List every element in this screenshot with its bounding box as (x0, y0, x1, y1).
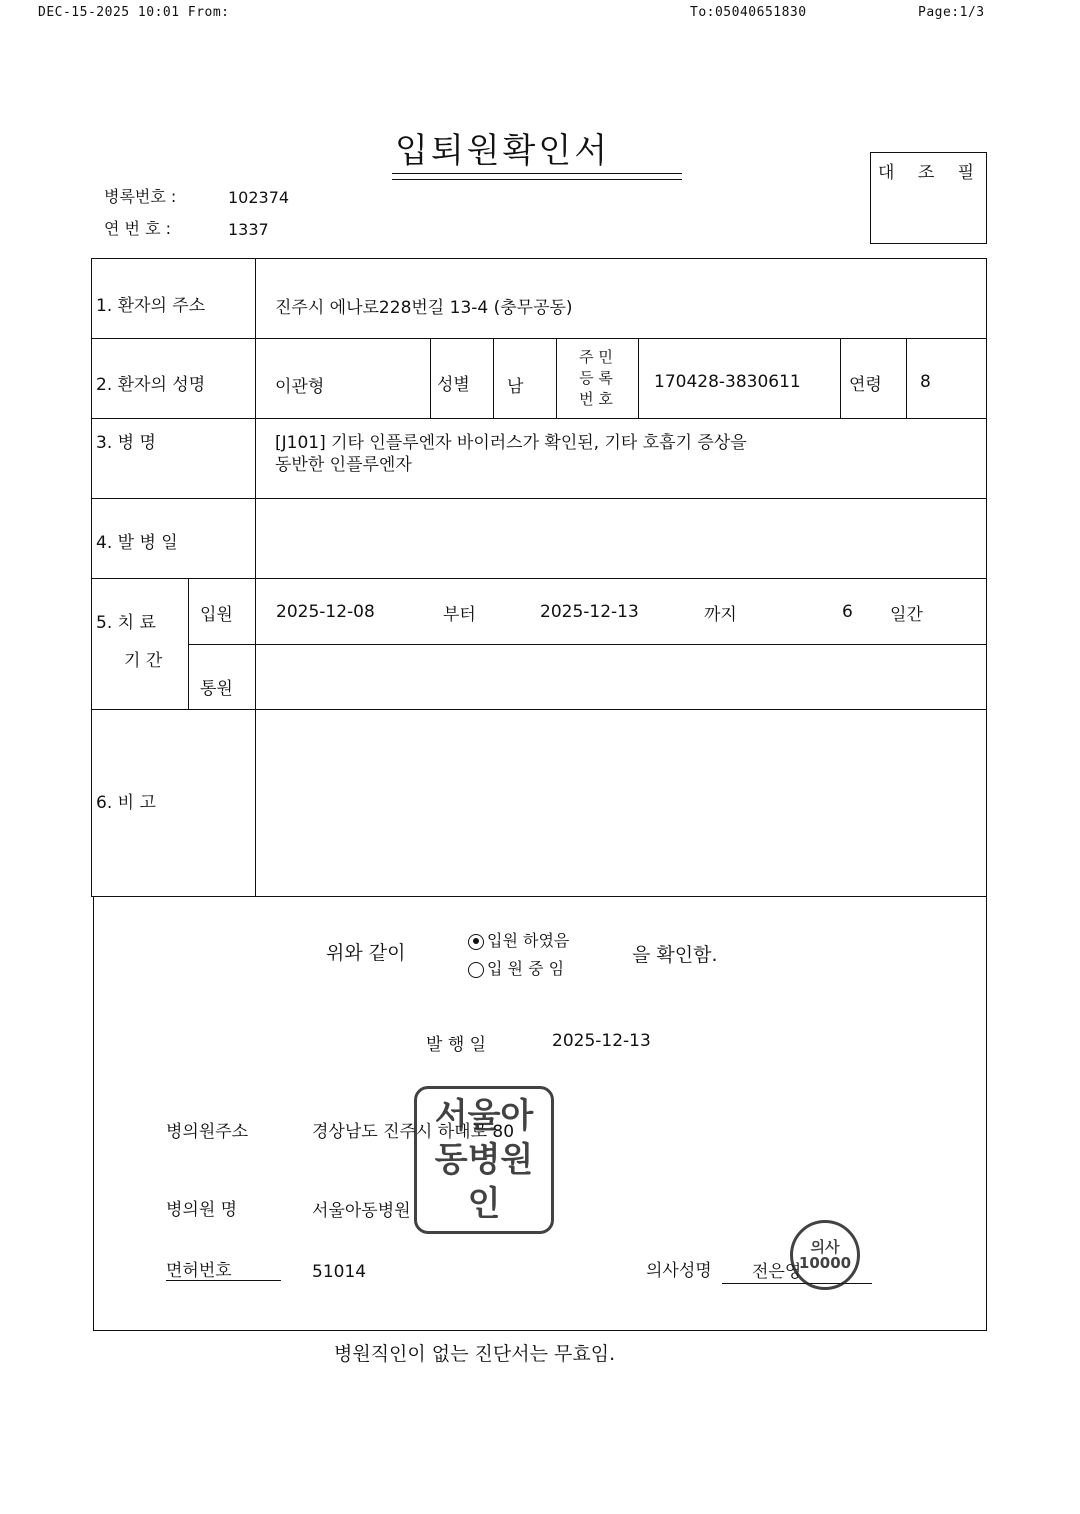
hospital-address: 경상남도 진주시 하대로 80 (312, 1122, 515, 1142)
title-underline-2 (392, 179, 682, 180)
serial-no-label: 연 번 호 : (104, 219, 172, 238)
disease-line-2: 동반한 인플루엔자 (275, 455, 412, 475)
inpatient-days: 6 (842, 602, 853, 622)
onset-label: 4. 발 병 일 (96, 533, 178, 553)
inpatient-from: 2025-12-08 (276, 602, 375, 622)
hospital-name: 서울아동병원 (312, 1201, 411, 1221)
patient-id-number: 170428-3830611 (654, 372, 801, 392)
license-label: 면허번호 (166, 1261, 232, 1281)
age-label: 연령 (849, 375, 882, 395)
doctor-seal (790, 1220, 860, 1290)
footer-note: 병원직인이 없는 진단서는 무효임. (334, 1343, 616, 1365)
hospital-address-label: 병의원주소 (166, 1122, 249, 1142)
license-number: 51014 (312, 1262, 367, 1282)
serial-no: 1337 (228, 220, 269, 239)
doctor-seal-line-2: 10000 (798, 1254, 852, 1272)
option-hospitalized-label: 입 원 중 임 (487, 959, 565, 978)
disease-line-1: [J101] 기타 인플루엔자 바이러스가 확인된, 기타 호흡기 증상을 (275, 433, 747, 453)
radio-admitted[interactable] (468, 934, 484, 950)
id-label-3: 번 호 (579, 390, 613, 408)
sex-label: 성별 (437, 375, 470, 395)
option-hospitalized[interactable] (468, 956, 564, 979)
fax-to: To:05040651830 (690, 5, 807, 20)
from-word: 부터 (443, 605, 476, 625)
radio-hospitalized[interactable] (468, 962, 484, 978)
doctor-underline (722, 1283, 872, 1284)
license-underline (166, 1280, 281, 1281)
doctor-seal-line-1: 의사 (810, 1238, 840, 1256)
issue-label: 발 행 일 (426, 1035, 487, 1055)
days-word: 일간 (890, 605, 923, 625)
patient-sex: 남 (507, 377, 524, 397)
option-admitted-label: 입원 하였음 (487, 931, 570, 950)
outpatient-label: 통원 (200, 679, 233, 699)
title-underline (392, 173, 682, 174)
fax-page: Page:1/3 (918, 5, 985, 20)
record-no-label: 병록번호 : (104, 187, 177, 206)
period-label-2: 기 간 (124, 651, 163, 671)
fax-date: DEC-15-2025 10:01 From: (38, 5, 230, 20)
confirm-suffix: 을 확인함. (632, 944, 718, 966)
record-no: 102374 (228, 188, 290, 207)
name-label: 2. 환자의 성명 (96, 375, 206, 395)
doctor-label: 의사성명 (646, 1261, 712, 1281)
period-label-1: 5. 치 료 (96, 613, 156, 633)
id-label-1: 주 민 (579, 348, 613, 366)
patient-age: 8 (920, 372, 931, 392)
remarks-label: 6. 비 고 (96, 793, 156, 813)
id-label-2: 등 록 (579, 369, 613, 387)
confirm-prefix: 위와 같이 (326, 942, 406, 964)
disease-label: 3. 병 명 (96, 433, 156, 453)
check-box-label: 대 조 필 (878, 163, 984, 183)
inpatient-label: 입원 (200, 605, 233, 625)
patient-name: 이관형 (275, 377, 325, 397)
inpatient-to: 2025-12-13 (540, 602, 639, 622)
document-title: 입퇴원확인서 (395, 131, 611, 171)
address-label: 1. 환자의 주소 (96, 296, 206, 316)
hospital-name-label: 병의원 명 (166, 1200, 238, 1220)
to-word: 까지 (704, 605, 737, 625)
hospital-seal: 서울아동병원인 (414, 1086, 554, 1234)
issue-date: 2025-12-13 (552, 1031, 651, 1051)
patient-address: 진주시 에나로228번길 13-4 (충무공동) (275, 298, 573, 318)
doctor-name: 전은영 (752, 1262, 802, 1282)
option-admitted[interactable] (468, 928, 569, 951)
